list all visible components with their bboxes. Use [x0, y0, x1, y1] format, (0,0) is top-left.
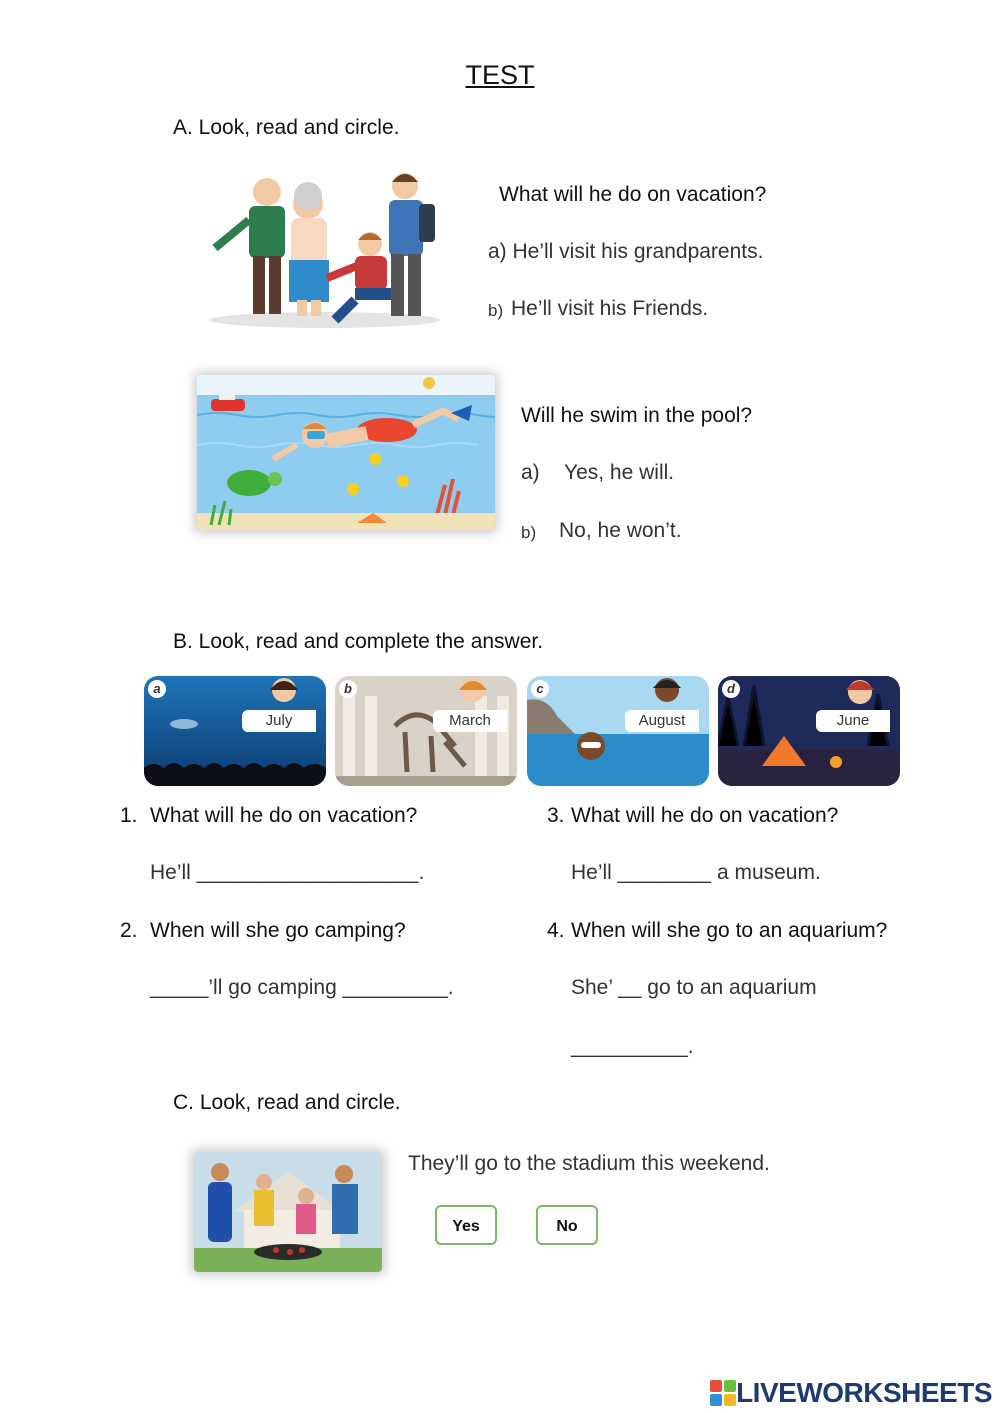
yes-button[interactable]: Yes — [435, 1205, 497, 1245]
item-4-number: 4. — [547, 919, 565, 942]
item-4-question: When will she go to an aquarium? — [571, 919, 888, 942]
section-b-heading: B. Look, read and complete the answer. — [173, 630, 544, 653]
item-3-question: What will he do on vacation? — [571, 804, 839, 827]
card-month-d: June — [816, 710, 890, 732]
item-4-answer-line2[interactable]: __________. — [571, 1035, 694, 1058]
card-letter-b: b — [339, 680, 357, 698]
section-a-heading: A. Look, read and circle. — [173, 116, 400, 139]
section-c-heading: C. Look, read and circle. — [173, 1091, 401, 1114]
option-a1-a[interactable]: a) He’ll visit his grandparents. — [488, 240, 764, 263]
option-a2-a-letter: a) — [521, 461, 540, 484]
option-a2-a[interactable]: Yes, he will. — [564, 461, 675, 484]
page-title: TEST — [465, 60, 535, 90]
card-month-c: August — [625, 710, 699, 732]
card-letter-c: c — [531, 680, 549, 698]
item-3-answer[interactable]: He’ll ________ a museum. — [571, 861, 821, 884]
item-2-answer[interactable]: _____’ll go camping _________. — [150, 976, 454, 999]
option-a2-b[interactable]: No, he won’t. — [559, 519, 682, 542]
item-4-answer[interactable]: She’ __ go to an aquarium — [571, 976, 817, 999]
family-visit-image — [205, 160, 450, 330]
card-museum — [335, 676, 517, 786]
item-1-question: What will he do on vacation? — [150, 804, 418, 827]
item-1-number: 1. — [120, 804, 138, 827]
question-a2: Will he swim in the pool? — [521, 404, 753, 427]
card-camping — [718, 676, 900, 786]
card-aquarium — [144, 676, 326, 786]
logo-mark-icon — [710, 1380, 736, 1406]
question-a1: What will he do on vacation? — [499, 183, 767, 206]
option-a1-b-letter: b) — [488, 301, 504, 320]
card-month-a: July — [242, 710, 316, 732]
barbecue-image — [194, 1152, 382, 1272]
item-2-question: When will she go camping? — [150, 919, 406, 942]
logo-text: LIVEWORKSHEETS — [736, 1377, 992, 1408]
card-letter-d: d — [722, 680, 740, 698]
card-letter-a: a — [148, 680, 166, 698]
snorkeling-image — [197, 375, 495, 530]
option-a1-b[interactable]: He’ll visit his Friends. — [511, 297, 709, 320]
option-a2-b-letter: b) — [521, 523, 537, 542]
item-1-answer[interactable]: He’ll ___________________. — [150, 861, 425, 884]
liveworksheets-logo — [710, 1377, 992, 1409]
item-2-number: 2. — [120, 919, 138, 942]
card-swimming — [527, 676, 709, 786]
card-month-b: March — [433, 710, 507, 732]
item-3-number: 3. — [547, 804, 565, 827]
no-button[interactable]: No — [536, 1205, 598, 1245]
statement-c: They’ll go to the stadium this weekend. — [408, 1152, 770, 1175]
